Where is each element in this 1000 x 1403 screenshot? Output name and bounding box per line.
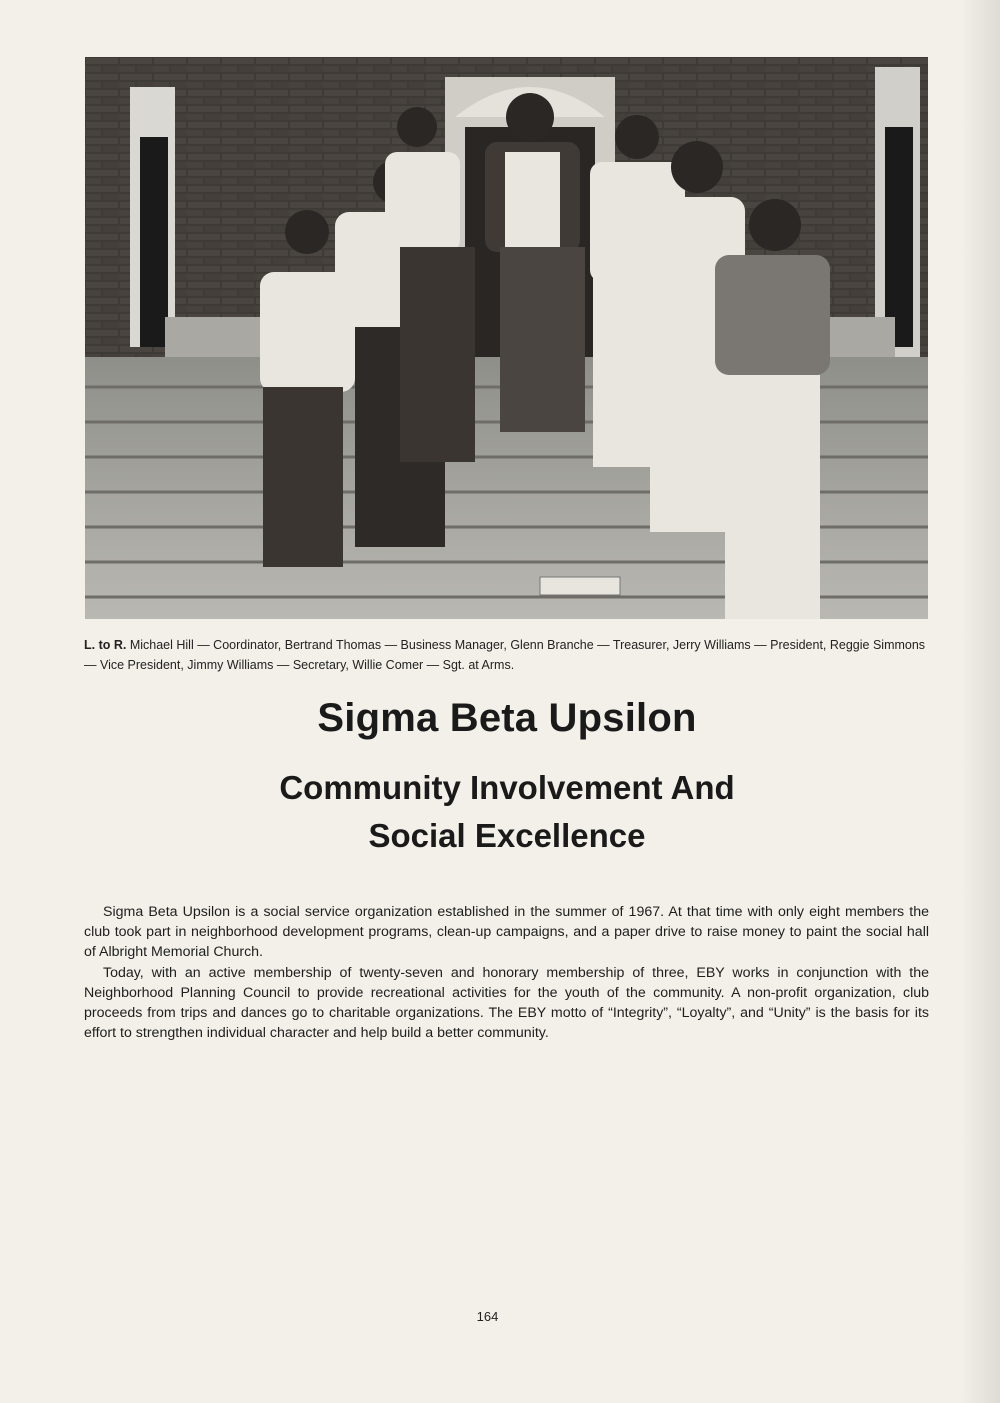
page-title: Sigma Beta Upsilon (317, 696, 697, 740)
photo-caption (84, 635, 929, 675)
group-photo-image (85, 57, 928, 619)
page-number: 164 (476, 1309, 499, 1324)
group-photo (85, 57, 928, 619)
subtitle-line-1: Community Involvement And (279, 769, 735, 806)
subtitle-line-2: Social Excellence (368, 817, 646, 854)
caption-lead: L. to R. (84, 638, 127, 652)
article-body (84, 902, 929, 1043)
body-paragraph-2: Today, with an active membership of twenty-seven and honorary membership of three, EBY works in conjunction with the Neighborhood Planning Council to provide recreational activities for the youth of the community. A non-profit organization, club proceeds from trips and dances go to charitable organizations. The EBY motto of “Integrity”, “Loyalty”, and “Unity” is the basis for its effort to strengthen individual character and help build a better community. (84, 964, 929, 1042)
page-subtitle (0, 764, 1000, 860)
caption-text: Michael Hill — Coordinator, Bertrand Thomas — Business Manager, Glenn Branche — Treasurer, Jerry Williams — President, Reggie Simmons — Vice President, Jimmy Williams — Secretary, Willie Comer — Sgt. at Arms. (84, 638, 926, 672)
body-paragraph-1: Sigma Beta Upsilon is a social service organization established in the summer of 1967. At that time with only eight members the club took part in neighborhood development programs, clean-up campaigns, and a paper drive to raise money to paint the social hall of Albright Memorial Church. (84, 904, 929, 961)
